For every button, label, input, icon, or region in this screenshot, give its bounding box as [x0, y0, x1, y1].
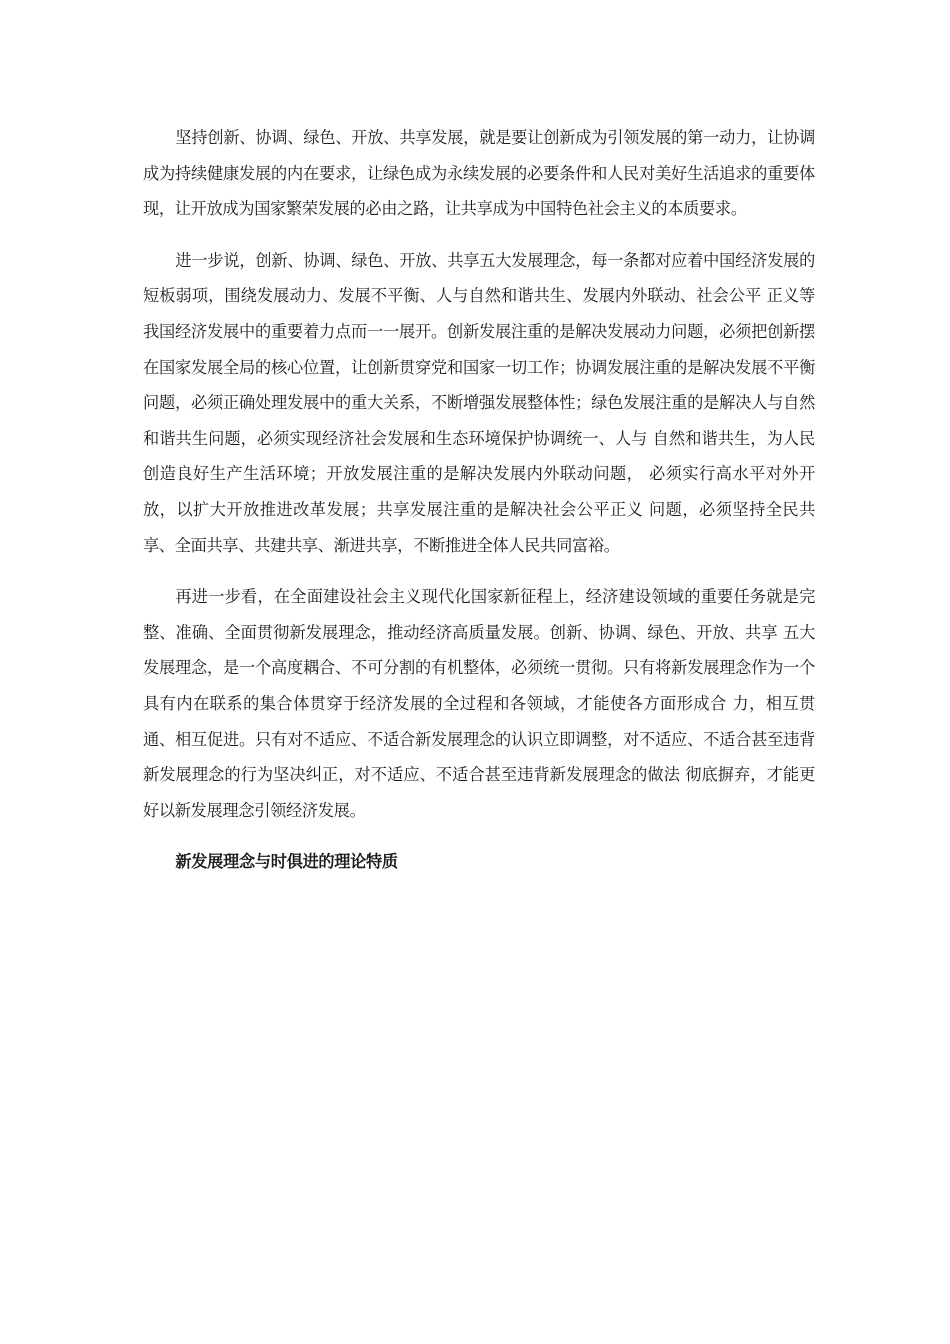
document-body — [143, 120, 815, 880]
paragraph-1: 坚持创新、协调、绿色、开放、共享发展，就是要让创新成为引领发展的第一动力，让协调成为持续健康发展的内在要求，让绿色成为永续发展的必要条件和人民对美好生活追求的重要体现，让开放成为国家繁荣发展的必由之路，让共享成为中国特色社会主义的本质要求。 — [143, 128, 815, 219]
section-heading: 新发展理念与时俱进的理论特质 — [175, 852, 398, 872]
paragraph-2: 进一步说，创新、协调、绿色、开放、共享五大发展理念，每一条都对应着中国经济发展的短板弱项，围绕发展动力、发展不平衡、人与自然和谐共生、发展内外联动、社会公平 正义等我国经济发展中的重要着力点而一一展开。创新发展注重的是解决发展动力问题，必须把创新摆在国家发展全局的核心位置，让创新贯穿党和国家一切工作；协调发展注重的是解决发展不平衡问题，必须正确处理发展中的重大关系，不断增强发展整体性；绿色发展注重的是解决人与自然和谐共生问题，必须实现经济社会发展和生态环境保护协调统一、人与 自然和谐共生，为人民创造良好生产生活环境；开放发展注重的是解决发展内外联动问题， 必须实行高水平对外开放，以扩大开放推进改革发展；共享发展注重的是解决社会公平正义 问题，必须坚持全民共享、全面共享、共建共享、渐进共享，不断推进全体人民共同富裕。 — [143, 250, 815, 555]
paragraph-3: 再进一步看，在全面建设社会主义现代化国家新征程上，经济建设领域的重要任务就是完整、准确、全面贯彻新发展理念，推动经济高质量发展。创新、协调、绿色、开放、共享 五大发展理念，是一个高度耦合、不可分割的有机整体，必须统一贯彻。只有将新发展理念作为一个具有内在联系的集合体贯穿于经济发展的全过程和各领域，才能使各方面形成合 力，相互贯通、相互促进。只有对不适应、不适合新发展理念的认识立即调整，对不适应、不适合甚至违背新发展理念的行为坚决纠正，对不适应、不适合甚至违背新发展理念的做法 彻底摒弃，才能更好以新发展理念引领经济发展。 — [143, 587, 815, 820]
